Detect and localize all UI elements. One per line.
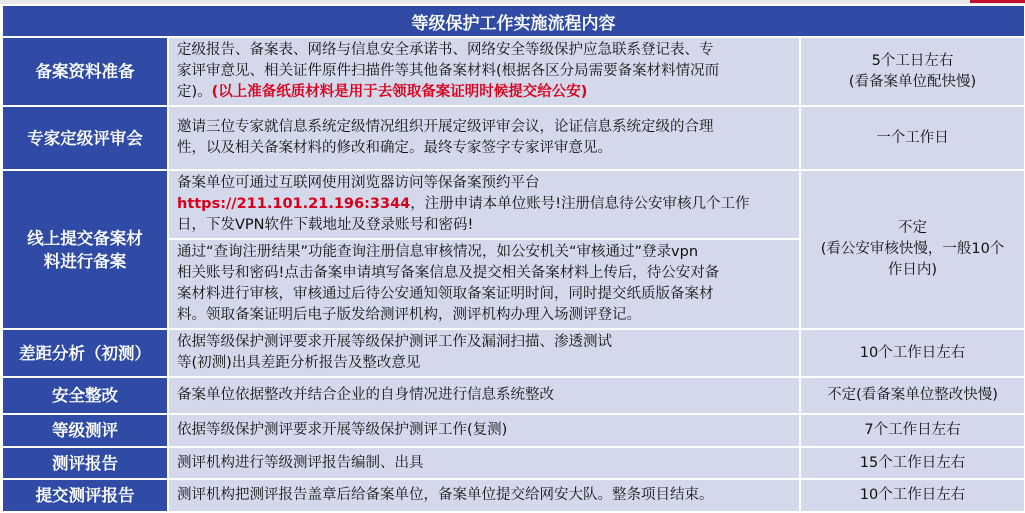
description-cell — [168, 414, 800, 447]
duration-cell: 15个工作日左右 — [800, 447, 1025, 479]
duration-cell: 10个工作日左右 — [800, 329, 1025, 377]
duration-cell: 7个工作日左右 — [800, 414, 1025, 447]
description-line: 日，下发VPN软件下载地址及登录账号和密码! — [177, 217, 474, 233]
red-accent-mark — [970, 0, 1025, 3]
description-line — [177, 82, 793, 103]
description-line: 依据等级保护测评要求开展等级保护测评工作(复测) — [177, 422, 508, 438]
process-table — [1, 4, 1025, 513]
description-cell — [168, 239, 800, 329]
description-text: ，注册申请本单位账号!注册信息待公安审核几个工作 — [410, 196, 750, 212]
description-cell — [168, 479, 800, 512]
table-title-row — [2, 5, 1025, 37]
phase-cell: 备案资料准备 — [2, 37, 168, 106]
table-title: 等级保护工作实施流程内容 — [2, 5, 1025, 37]
table-row — [2, 377, 1025, 414]
table-row — [2, 37, 1025, 106]
description-line: 家评审意见、相关证件原件扫描件等其他备案材料(根据各区分局需要备案材料情况而 — [177, 63, 720, 79]
description-line: 定级报告、备案表、网络与信息安全承诺书、网络安全等级保护应急联系登记表、专 — [177, 42, 714, 58]
phase-cell: 安全整改 — [2, 377, 168, 414]
duration-cell: 10个工作日左右 — [800, 479, 1025, 512]
phase-line: 料进行备案 — [43, 251, 127, 271]
description-line: 邀请三位专家就信息系统定级情况组织开展定级评审会议，论证信息系统定级的合理 — [177, 119, 714, 135]
duration-line: 作日内) — [887, 262, 938, 278]
duration-line: 5个工日左右 — [871, 52, 954, 69]
description-text: 定)。 — [177, 84, 212, 100]
description-line: 性，以及相关备案材料的修改和确定。最终专家签字专家评审意见。 — [177, 140, 612, 156]
duration-cell: 一个工作日 — [800, 106, 1025, 170]
table-row — [2, 479, 1025, 512]
description-cell — [168, 170, 800, 239]
description-line — [177, 194, 793, 215]
duration-cell — [800, 37, 1025, 106]
duration-cell — [800, 170, 1025, 329]
table-row — [2, 414, 1025, 447]
description-line: 测评机构进行等级测评报告编制、出具 — [177, 454, 424, 471]
phase-cell: 等级测评 — [2, 414, 168, 447]
description-line: 通过“查询注册结果”功能查询注册信息审核情况，如公安机关“审核通过”登录vpn — [177, 244, 699, 260]
description-cell — [168, 37, 800, 106]
duration-line: 不定 — [898, 220, 928, 236]
description-line: 等(初测)出具差距分析报告及整改意见 — [177, 355, 421, 371]
description-cell — [168, 447, 800, 479]
platform-url: https://211.101.21.196:3344 — [177, 196, 411, 212]
description-cell — [168, 329, 800, 377]
red-note: (以上准备纸质材料是用于去领取备案证明时候提交给公安) — [211, 84, 588, 100]
description-cell — [168, 377, 800, 414]
description-cell — [168, 106, 800, 170]
phase-line: 线上提交备案材 — [27, 228, 143, 248]
table-row — [2, 170, 1025, 239]
description-line: 备案单位依据整改并结合企业的自身情况进行信息系统整改 — [177, 387, 554, 403]
table-row — [2, 447, 1025, 479]
phase-cell: 提交测评报告 — [2, 479, 168, 512]
table-row — [2, 329, 1025, 377]
duration-line: (看备案单位配快慢) — [848, 73, 977, 90]
phase-cell: 差距分析（初测） — [2, 329, 168, 377]
description-line: 相关账号和密码!点击备案申请填写备案信息及提交相关备案材料上传后，待公安对备 — [177, 265, 720, 281]
description-line: 依据等级保护测评要求开展等级保护测评工作及漏洞扫描、渗透测试 — [177, 334, 612, 350]
description-line: 案材料进行审核，审核通过后待公安通知领取备案证明时间，同时提交纸质版备案材 — [177, 286, 714, 302]
duration-cell: 不定(看备案单位整改快慢) — [800, 377, 1025, 414]
description-line: 测评机构把测评报告盖章后给备案单位，备案单位提交给网安大队。整条项目结束。 — [177, 487, 714, 503]
description-line: 料。领取备案证明后电子版发给测评机构，测评机构办理入场测评登记。 — [177, 307, 641, 323]
duration-line: (看公安审核快慢，一般10个 — [820, 241, 1005, 257]
phase-cell: 专家定级评审会 — [2, 106, 168, 170]
phase-cell — [2, 170, 168, 329]
description-line: 备案单位可通过互联网使用浏览器访问等保备案预约平台 — [177, 175, 540, 191]
table-row — [2, 106, 1025, 170]
phase-cell: 测评报告 — [2, 447, 168, 479]
